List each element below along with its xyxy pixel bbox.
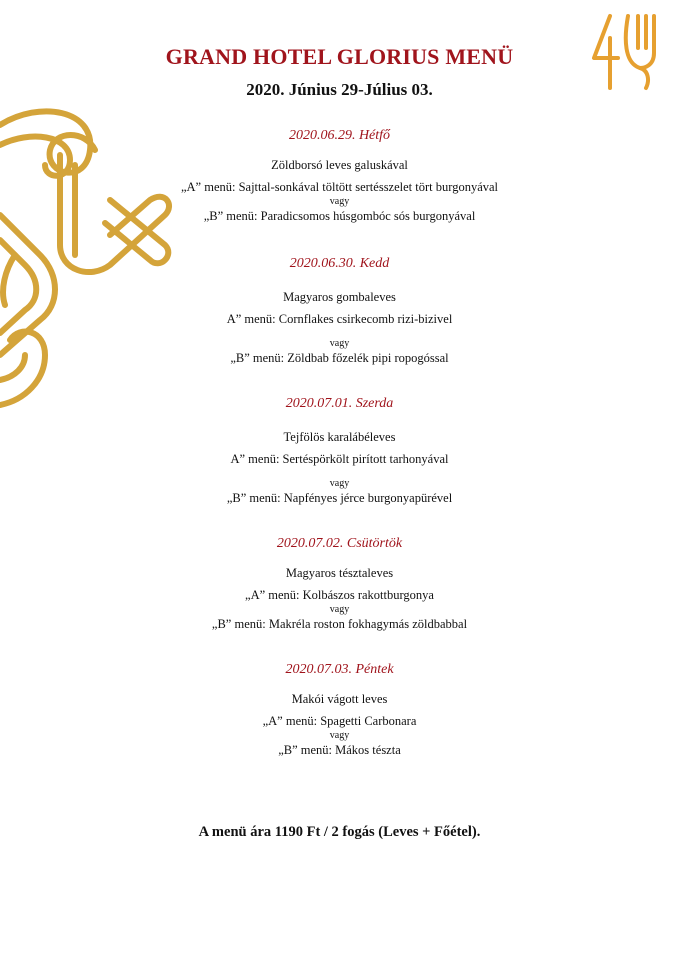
date-range: 2020. Június 29-Július 03. <box>246 80 433 99</box>
menu-a-item: „A” menü: Sajttal-sonkával töltött sertésszelet tört burgonyával <box>180 180 499 194</box>
day-section-wednesday <box>0 396 679 507</box>
day-heading: 2020.07.01. Szerda <box>285 396 394 411</box>
menu-b-item: „B” menü: Makréla roston fokhagymás zöldbabbal <box>211 617 468 631</box>
menu-b-item: „B” menü: Zöldbab főzelék pipi ropogóssal <box>230 351 449 365</box>
or-separator: vagy <box>329 604 350 615</box>
day-section-tuesday <box>0 256 679 367</box>
or-separator: vagy <box>329 730 350 741</box>
soup-item: Makói vágott leves <box>291 692 388 706</box>
page-title: GRAND HOTEL GLORIUS MENÜ <box>165 44 514 69</box>
or-separator: vagy <box>329 196 350 207</box>
day-heading: 2020.07.03. Péntek <box>285 662 394 677</box>
day-heading: 2020.06.29. Hétfő <box>288 128 391 143</box>
menu-a-item: „A” menü: Kolbászos rakottburgonya <box>245 588 434 602</box>
soup-item: Magyaros gombaleves <box>283 290 396 304</box>
menu-a-item: A” menü: Sertéspörkölt pirított tarhonyával <box>230 452 449 466</box>
soup-item: Magyaros tésztaleves <box>285 566 394 580</box>
day-heading: 2020.07.02. Csütörtök <box>276 536 403 551</box>
menu-a-item: A” menü: Cornflakes csirkecomb rizi-bizivel <box>226 312 453 326</box>
day-section-friday <box>0 662 679 759</box>
price-note: A menü ára 1190 Ft / 2 fogás (Leves + Főétel). <box>198 824 481 840</box>
soup-item: Zöldborsó leves galuskával <box>271 158 408 172</box>
or-separator: vagy <box>329 338 350 349</box>
menu-b-item: „B” menü: Napfényes jérce burgonyapürével <box>226 491 453 505</box>
day-section-thursday <box>0 536 679 633</box>
menu-b-item: „B” menü: Mákos tészta <box>278 743 401 757</box>
menu-b-item: „B” menü: Paradicsomos húsgombóc sós burgonyával <box>203 209 476 223</box>
or-separator: vagy <box>329 478 350 489</box>
day-heading: 2020.06.30. Kedd <box>289 256 390 271</box>
soup-item: Tejfölös karalábéleves <box>283 430 396 444</box>
menu-a-item: „A” menü: Spagetti Carbonara <box>262 714 417 728</box>
day-section-monday <box>0 128 679 225</box>
